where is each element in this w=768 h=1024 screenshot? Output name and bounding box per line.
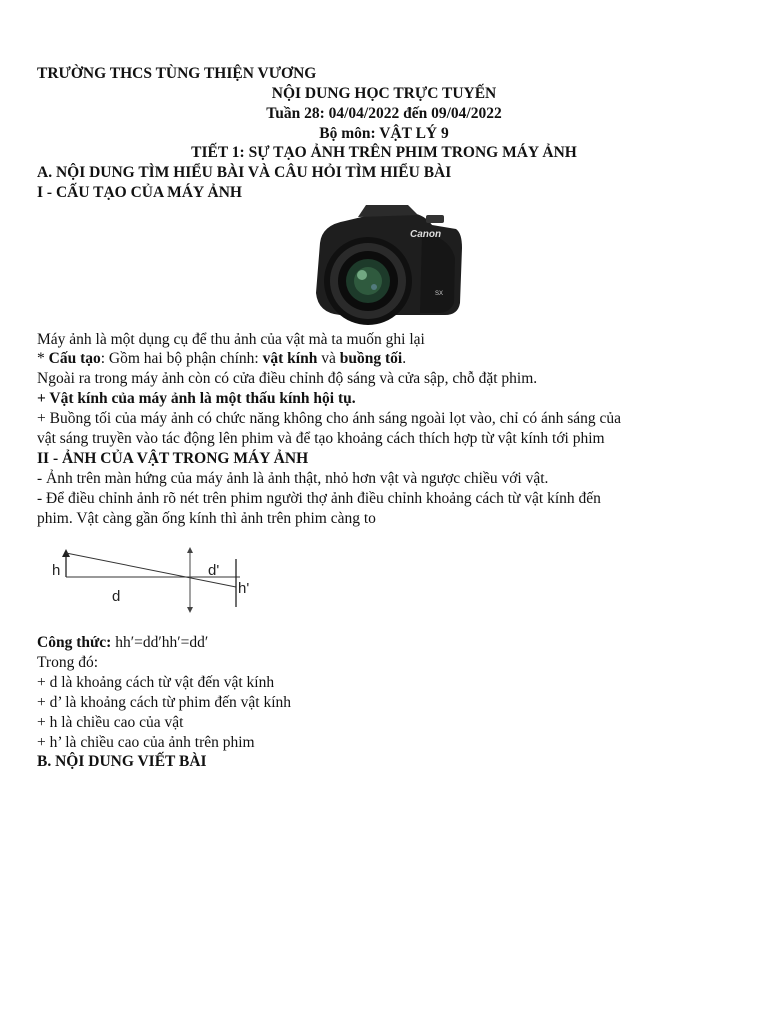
label-d: d [112,588,121,605]
lens-note: + Vật kính của máy ảnh là một thấu kính hội tụ. [37,390,356,407]
structure-text: : Gồm hai bộ phận chính: [100,350,263,367]
camera-brand-text: Canon [410,229,442,240]
image-point-1: - Ảnh trên màn hứng của máy ảnh là ảnh thật, nhỏ hơn vật và ngược chiều với vật. [37,470,549,487]
label-d-prime: d' [208,562,220,579]
image-point-2a: - Để điều chỉnh ảnh rõ nét trên phim người thợ ảnh điều chỉnh khoảng cách từ vật kính đến [37,490,601,507]
def-d: + d là khoảng cách từ vật đến vật kính [37,674,275,691]
formula: hh′=dd′hh′=dd′ [111,634,209,651]
doc-title: NỘI DUNG HỌC TRỰC TUYẾN [271,85,497,102]
where-label: Trong đó: [37,654,99,671]
lesson-title: TIẾT 1: SỰ TẠO ẢNH TRÊN PHIM TRONG MÁY ẢNH [191,144,577,161]
lens-arrow-bottom [187,607,193,613]
structure-prefix: * [37,350,49,367]
week-range: Tuần 28: 04/04/2022 đến 09/04/2022 [266,105,502,122]
label-h: h [52,562,61,579]
subject: Bộ môn: VẬT LÝ 9 [319,125,449,142]
darkroom-note-2: vật sáng truyền vào tác động lên phim và để tạo khoảng cách thích hợp từ vật kính tới phim [37,430,605,447]
camera-image [300,203,465,328]
formula-label: Công thức: [37,634,112,651]
darkroom-note-1: + Buồng tối của máy ảnh có chức năng không cho ánh sáng ngoài lọt vào, chỉ có ánh sáng của [37,410,622,427]
part2-heading: II - ẢNH CỦA VẬT TRONG MÁY ẢNH [37,450,309,467]
def-h: + h là chiều cao của vật [37,714,184,731]
section-a-heading: A. NỘI DUNG TÌM HIỂU BÀI VÀ CÂU HỎI TÌM HIỂU BÀI [37,164,452,181]
lens-arrow-top [187,547,193,553]
darkroom-term: buồng tối [339,350,403,367]
camera-badge-text: SX [435,291,444,297]
extra-parts: Ngoài ra trong máy ảnh còn có cửa điều chỉnh độ sáng và cửa sập, chỗ đặt phim. [37,370,538,387]
formula-line [37,633,208,653]
optics-diagram [50,545,265,615]
image-point-2b: phim. Vật càng gần ống kính thì ảnh trên phim càng to [37,510,376,527]
school-name: TRƯỜNG THCS TÙNG THIỆN VƯƠNG [37,65,317,82]
part1-heading: I - CẤU TẠO CỦA MÁY ẢNH [37,184,242,201]
camera-intro: Máy ảnh là một dụng cụ để thu ảnh của vật mà ta muốn ghi lại [37,331,425,348]
period: . [402,350,407,367]
label-h-prime: h' [238,580,250,597]
structure-line [37,349,406,369]
structure-label: Cấu tạo [48,350,101,367]
def-d-prime: + d’ là khoảng cách từ phim đến vật kính [37,694,292,711]
and-word: và [317,350,340,367]
section-b-heading: B. NỘI DUNG VIẾT BÀI [37,753,207,770]
lens-term: vật kính [262,350,318,367]
def-h-prime: + h’ là chiều cao của ảnh trên phim [37,734,255,751]
